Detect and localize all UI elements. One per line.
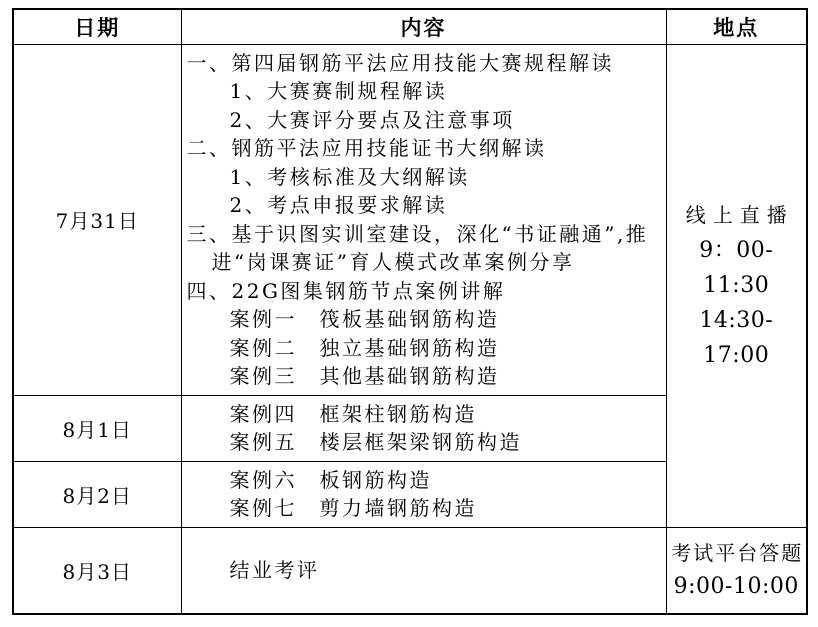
table-row-jul31 xyxy=(13,44,807,395)
content-line: 三、基于识图实训室建设，深化“书证融通”,推 xyxy=(186,221,649,246)
content-line: 1、大赛赛制规程解读 xyxy=(229,79,448,103)
content-line: 一、第四届钢筋平法应用技能大赛规程解读 xyxy=(186,50,614,75)
table-row-aug3 xyxy=(13,527,807,614)
content-line: 案例一 筏板基础钢筋构造 xyxy=(229,307,500,331)
location-time: 9:00-10:00 xyxy=(673,574,799,600)
schedule-table xyxy=(12,8,808,615)
content-cell-aug1 xyxy=(181,395,666,461)
content-line: 案例七 剪力墙钢筋构造 xyxy=(229,496,477,520)
content-line: 案例六 板钢筋构造 xyxy=(229,467,432,492)
content-line: 结业考评 xyxy=(229,558,320,582)
content-line: 四、22G图集钢筋节点案例讲解 xyxy=(186,278,506,303)
location-cell-exam xyxy=(666,527,807,614)
location-time-morning: 9：00-11:30 xyxy=(699,238,774,298)
location-name: 线上直播 xyxy=(685,203,794,227)
location-time-afternoon: 14:30-17:00 xyxy=(699,308,774,368)
content-line: 案例三 其他基础钢筋构造 xyxy=(229,364,500,388)
location-name: 考试平台答题 xyxy=(671,541,804,566)
content-line: 案例五 楼层框架梁钢筋构造 xyxy=(229,430,522,454)
content-line: 二、钢筋平法应用技能证书大纲解读 xyxy=(186,136,547,160)
date-cell-aug1: 8月1日 xyxy=(13,395,181,461)
content-line: 进“岗课赛证”育人模式改革案例分享 xyxy=(211,250,575,274)
content-line: 案例四 框架柱钢筋构造 xyxy=(229,401,477,426)
header-row xyxy=(13,9,807,44)
header-content: 内容 xyxy=(181,9,666,44)
location-cell-live-stream xyxy=(666,44,807,527)
header-date: 日期 xyxy=(13,9,181,44)
content-cell-jul31 xyxy=(181,44,666,395)
content-line: 2、考点申报要求解读 xyxy=(229,193,448,217)
content-cell-aug3 xyxy=(181,527,666,614)
content-line: 1、考核标准及大纲解读 xyxy=(229,164,470,189)
date-cell-aug2: 8月2日 xyxy=(13,461,181,527)
date-cell-aug3: 8月3日 xyxy=(13,527,181,614)
date-cell-jul31: 7月31日 xyxy=(13,44,181,395)
header-location: 地点 xyxy=(666,9,807,44)
content-line: 2、大赛评分要点及注意事项 xyxy=(229,107,515,132)
content-cell-aug2 xyxy=(181,461,666,527)
content-line: 案例二 独立基础钢筋构造 xyxy=(229,335,500,360)
